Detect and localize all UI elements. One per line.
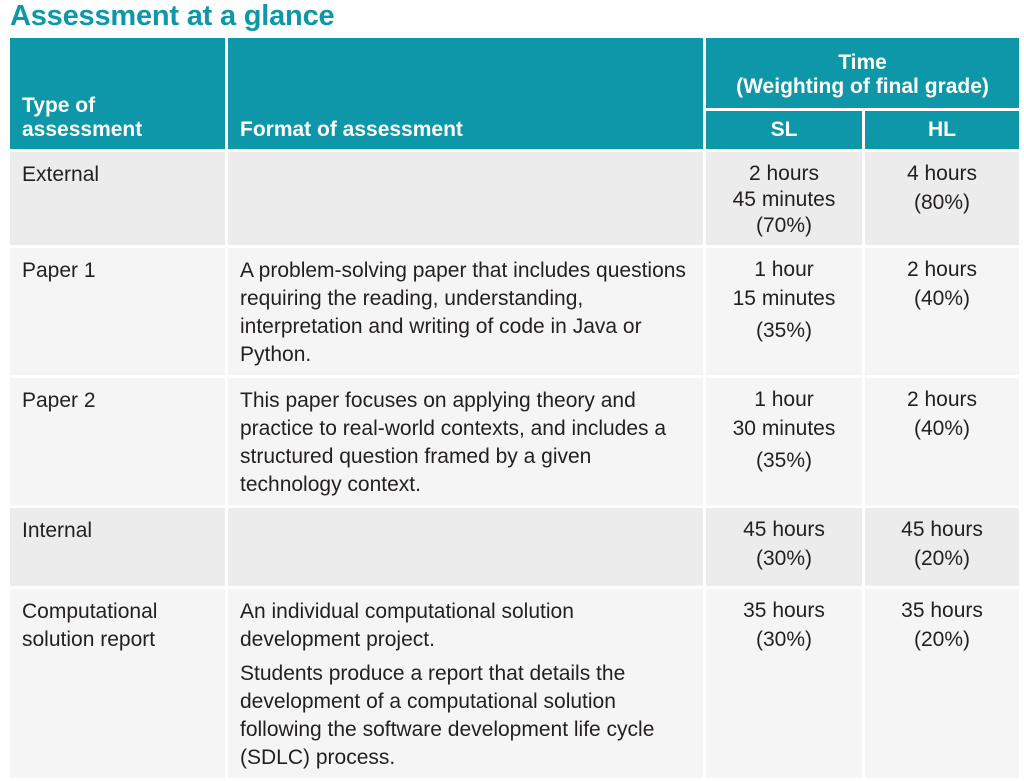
sl-cell: 1 hour 15 minutes (35%)	[706, 248, 865, 378]
format-cell: A problem-solving paper that includes questions requiring the reading, understanding, interpretation and writing of code in Java or Python.	[228, 248, 706, 378]
hl-cell: 4 hours (80%)	[865, 152, 1019, 248]
format-cell: An individual computational solution development project. Students produce a report that details the development of a computational solution following the software development life cycle (SDLC) process.	[228, 589, 706, 781]
sl-cell: 1 hour 30 minutes (35%)	[706, 378, 865, 508]
hl-cell: 2 hours (40%)	[865, 248, 1019, 378]
type-cell: Paper 2	[10, 378, 228, 508]
sl-cell: 35 hours (30%)	[706, 589, 865, 781]
format-cell	[228, 508, 706, 589]
type-cell: Paper 1	[10, 248, 228, 378]
header-time	[706, 38, 1019, 111]
header-hl: HL	[865, 111, 1019, 152]
sl-cell: 2 hours 45 minutes (70%)	[706, 152, 865, 248]
header-type: Type of assessment	[10, 38, 228, 152]
format-cell	[228, 152, 706, 248]
header-time-title: Time	[838, 51, 887, 74]
table-row	[10, 589, 1019, 781]
type-cell: Internal	[10, 508, 228, 589]
hl-cell: 2 hours (40%)	[865, 378, 1019, 508]
table-row	[10, 378, 1019, 508]
table-row	[10, 152, 1019, 248]
hl-cell: 45 hours (20%)	[865, 508, 1019, 589]
page-title: Assessment at a glance	[10, 0, 335, 32]
assessment-table	[10, 38, 1019, 781]
header-time-subtitle: (Weighting of final grade)	[736, 75, 989, 98]
hl-cell: 35 hours (20%)	[865, 589, 1019, 781]
table-row	[10, 508, 1019, 589]
format-cell: This paper focuses on applying theory and practice to real-world contexts, and includes a structured question framed by a given technology context.	[228, 378, 706, 508]
table-row	[10, 248, 1019, 378]
type-cell: External	[10, 152, 228, 248]
header-format: Format of assessment	[228, 38, 706, 152]
header-sl: SL	[706, 111, 865, 152]
sl-cell: 45 hours (30%)	[706, 508, 865, 589]
type-cell: Computational solution report	[10, 589, 228, 781]
